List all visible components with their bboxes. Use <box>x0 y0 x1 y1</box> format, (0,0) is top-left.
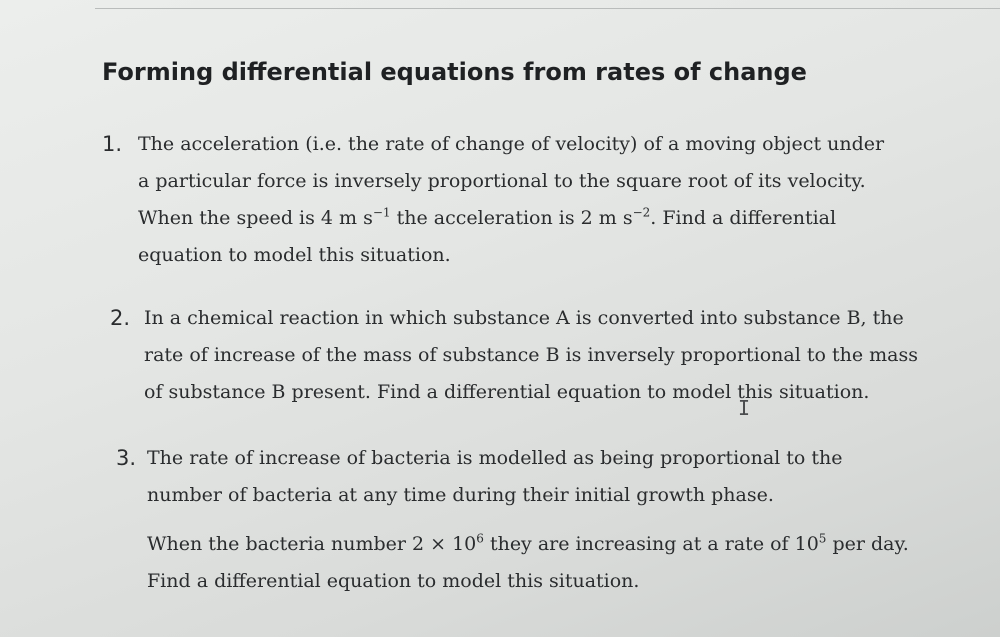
question-line: equation to model this situation. <box>138 244 451 266</box>
text-run: When the speed is 4 m s <box>138 207 373 229</box>
question-line: a particular force is inversely proportional to the square root of its velocity. <box>138 170 866 192</box>
question-line: Find a differential equation to model this situation. <box>147 570 640 592</box>
question-number: 2. <box>110 306 131 330</box>
text-run: per day. <box>826 533 909 555</box>
question-line: of substance B present. Find a differential equation to model this situation. <box>144 381 870 403</box>
question-line: rate of increase of the mass of substance B is inversely proportional to the mass <box>144 344 918 366</box>
superscript: 5 <box>818 531 827 546</box>
worksheet-title: Forming differential equations from rates of change <box>102 58 807 86</box>
superscript: −2 <box>632 205 651 220</box>
question-number: 3. <box>116 446 137 470</box>
question-2 <box>110 300 918 411</box>
text-run: they are increasing at a rate of 10 <box>483 533 819 555</box>
question-line: In a chemical reaction in which substance A is converted into substance B, the <box>144 307 904 329</box>
question-3 <box>116 440 909 600</box>
text-run: . Find a differential <box>650 207 837 229</box>
text-run: When the bacteria number 2 × 10 <box>147 533 477 555</box>
question-text <box>138 126 884 274</box>
question-text <box>144 300 918 411</box>
question-text <box>147 440 909 600</box>
question-1 <box>102 126 884 274</box>
superscript: 6 <box>476 531 484 546</box>
question-number: 1. <box>102 132 123 156</box>
question-line <box>138 200 884 237</box>
question-line: number of bacteria at any time during their initial growth phase. <box>147 484 774 506</box>
top-divider <box>95 8 1000 9</box>
question-line: The acceleration (i.e. the rate of change of velocity) of a moving object under <box>138 133 885 155</box>
paragraph-gap <box>147 514 909 526</box>
text-run: the acceleration is 2 m s <box>390 207 633 229</box>
superscript: −1 <box>372 205 391 220</box>
question-line <box>147 526 909 563</box>
question-line: The rate of increase of bacteria is modelled as being proportional to the <box>147 447 843 469</box>
text-cursor-icon: I <box>738 396 751 420</box>
